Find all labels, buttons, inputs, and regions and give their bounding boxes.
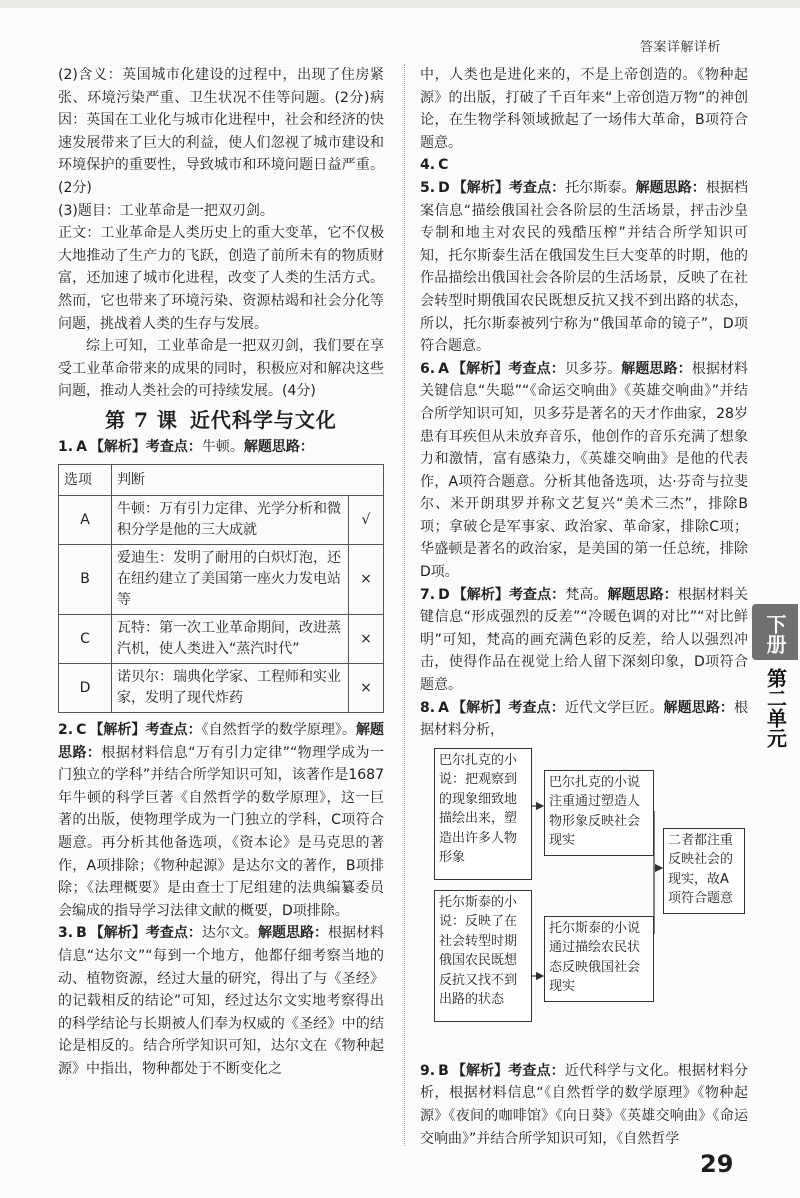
unit-tab <box>752 668 798 748</box>
analysis-tag: 【解析】 <box>451 360 509 377</box>
flow-box-balzac-summary: 巴尔扎克的小说注重通过塑造人物形象反映社会现实 <box>544 770 654 856</box>
column-divider <box>404 64 405 1146</box>
table-cell-result: √ <box>349 496 384 545</box>
explanation: 根据材料信息“达尔文”“每到一个地方，他都仔细考察当地的动、植物资源，经过大量的研究，得出了与《圣经》的记载相反的结论”可知，经过达尔文实地考察得出的科学结论与长期被人们奉为权威的《圣经》中的结论是相反的。结合所学知识可知，达尔文在《物种起源》中指出，物种都处于不断变化之 <box>58 925 385 1077</box>
table-cell-option: A <box>59 496 112 545</box>
answer-letter: B <box>76 925 87 942</box>
lesson-number: 第 7 课 <box>105 407 178 432</box>
question-number: 5. <box>420 179 436 196</box>
answer-letter: A <box>438 360 449 377</box>
key-point: 牛顿。 <box>201 438 244 455</box>
question-number: 4. <box>420 157 436 174</box>
answer-part-3-conclusion: 综上可知，工业革命是一把双刃剑，我们要在享受工业革命带来的成果的同时，积极应对和解决这些问题，推动人类社会的可持续发展。(4分) <box>58 338 384 400</box>
key-point-label: 考查点： <box>509 586 566 603</box>
question-5 <box>420 177 748 358</box>
question-9 <box>420 1060 748 1150</box>
table-cell-text: 瓦特：第一次工业革命期间，改进蒸汽机，使人类进入“蒸汽时代” <box>112 615 349 664</box>
table-row <box>59 496 384 545</box>
explanation: 根据材料分析， <box>420 699 749 739</box>
approach-label: 解题思路： <box>621 360 692 377</box>
key-point-label: 考查点： <box>145 722 202 739</box>
literature-flow-diagram <box>420 746 748 1056</box>
flow-box-tolstoy-summary: 托尔斯泰的小说通过描绘农民状态反映俄国社会现实 <box>544 916 654 1002</box>
table-cell-text: 诺贝尔：瑞典化学家、工程师和实业家，发明了现代炸药 <box>112 664 349 713</box>
unit-text: 第二单元 <box>763 668 788 748</box>
question-4 <box>420 154 748 177</box>
explanation: 根据材料关键信息“失聪”“《命运交响曲》《英雄交响曲》”并结合所学知识可知，贝多芬是著名的天才作曲家，28岁患有耳疾但从未放弃音乐，他创作的音乐充满了想象力和激情，富有感染力，《英雄交响曲》是他的代表作，A项符合题意。分析其他备选项，达·芬奇与拉斐尔、米开朗琪罗并称文艺复兴“美术三杰”，排除B项；拿破仑是军事家、政治家、革命家，排除C项；华盛顿是著名的政治家，是美国的第一任总统，排除D项。 <box>420 360 749 581</box>
flow-box-tolstoy-method: 托尔斯泰的小说：反映了在社会转型时期俄国农民既想反抗又找不到出路的状态 <box>434 890 532 1022</box>
table-header-row <box>59 465 384 496</box>
key-point-label: 考查点： <box>145 438 202 455</box>
question-2 <box>58 719 384 922</box>
question-6 <box>420 358 748 584</box>
question-1 <box>58 436 384 459</box>
table-header-option: 选项 <box>59 465 112 496</box>
table-cell-option: B <box>59 545 112 615</box>
key-point-label: 考查点： <box>508 360 565 377</box>
table-cell-result: × <box>349 664 384 713</box>
answer-letter: D <box>438 179 450 196</box>
question-7 <box>420 584 748 697</box>
table-cell-text: 牛顿：万有引力定律、光学分析和微积分学是他的三大成就 <box>112 496 349 545</box>
volume-text: 下册 <box>763 614 787 654</box>
answer-part-3-title: (3)题目：工业革命是一把双刃剑。 <box>58 202 274 219</box>
explanation: 根据材料关键信息“形成强烈的反差”“冷暖色调的对比”“对比鲜明”可知，梵高的画充满色彩的反差，给人以强烈冲击，使得作品在视觉上给人留下深刻印象，D项符合题意。 <box>420 586 748 694</box>
explanation: 根据材料分析，根据材料信息“《自然哲学的数学原理》《物种起源》《夜间的咖啡馆》《向日葵》《英雄交响曲》《命运交响曲》”并结合所学知识可知，《自然哲学 <box>420 1062 749 1147</box>
answer-letter: C <box>438 157 449 174</box>
answer-letter: B <box>438 1062 449 1079</box>
analysis-tag: 【解析】 <box>451 1062 509 1079</box>
table-cell-option: C <box>59 615 112 664</box>
analysis-tag: 【解析】 <box>89 925 146 942</box>
lesson-name: 近代科学与文化 <box>189 407 337 432</box>
left-column <box>58 64 384 1081</box>
question-number: 8. <box>420 699 436 716</box>
answer-letter: D <box>438 586 450 603</box>
question-3-continued: 中，人类也是进化来的，不是上帝创造的。《物种起源》的出版，打破了千百年来“上帝创造万物”的神创论，在生物学科领域掀起了一场伟大革命，B项符合题意。 <box>420 67 748 151</box>
table-row <box>59 615 384 664</box>
analysis-tag: 【解析】 <box>451 699 509 716</box>
lesson-title <box>58 409 384 432</box>
key-point: 《自然哲学的数学原理》。 <box>201 722 356 739</box>
flow-box-balzac-method: 巴尔扎克的小说：把观察到的现象细致地描绘出来，塑造出许多人物形象 <box>434 748 532 880</box>
approach-label: 解题思路： <box>58 722 385 761</box>
key-point: 近代文学巨匠。 <box>564 699 664 716</box>
answer-part-3-body: 正文：工业革命是人类历史上的重大变革，它不仅极大地推动了生产力的飞跃，创造了前所未有的物质财富，还加速了城市化进程，改变了人类的生活方式。然而，它也带来了环境污染、资源枯竭和社会分化等问题，挑战着人类的生存与发展。 <box>58 225 384 332</box>
answer-letter: A <box>76 438 87 455</box>
question-number: 9. <box>420 1062 436 1079</box>
key-point-label: 考查点： <box>508 699 565 716</box>
question-number: 1. <box>58 438 74 455</box>
question-number: 7. <box>420 586 436 603</box>
key-point-label: 考查点： <box>145 925 202 942</box>
explanation: 根据档案信息“描绘俄国社会各阶层的生活场景，抨击沙皇专制和地主对农民的残酷压榨”并结合所学知识可知，托尔斯泰生活在俄国发生巨大变革的时期，他的作品描绘出俄国社会各阶层的生活场景，反映了在社会转型时期俄国农民既想反抗又找不到出路的状态，所以，托尔斯泰被列宁称为“俄国革命的镜子”，D项符合题意。 <box>420 179 748 355</box>
table-row <box>59 545 384 615</box>
approach-label: 解题思路： <box>663 699 735 716</box>
table-row <box>59 664 384 713</box>
answer-part-2: (2)含义：英国城市化建设的过程中，出现了住房紧张、环境污染严重、卫生状况不佳等问题。(2分)病因：英国在工业化与城市化进程中，社会和经济的快速发展带来了巨大的利益，使人们忽视了城市建设和环境保护的重要性，导致城市和环境问题日益严重。(2分) <box>58 67 384 196</box>
question-8 <box>420 697 748 742</box>
table-cell-result: × <box>349 615 384 664</box>
top-rule <box>0 0 800 8</box>
key-point: 托尔斯泰。 <box>565 179 636 196</box>
question-number: 6. <box>420 360 436 377</box>
analysis-tag: 【解析】 <box>452 179 509 196</box>
key-point: 梵高。 <box>565 586 608 603</box>
table-cell-option: D <box>59 664 112 713</box>
answer-letter: A <box>438 699 449 716</box>
answer-letter: C <box>76 722 87 739</box>
approach-label: 解题思路： <box>243 438 314 455</box>
key-point-label: 考查点： <box>508 1062 565 1079</box>
approach-label: 解题思路： <box>635 179 706 196</box>
question-number: 2. <box>58 722 74 739</box>
option-judgement-table <box>58 464 384 713</box>
key-point: 达尔文。 <box>201 925 258 942</box>
approach-label: 解题思路： <box>607 586 678 603</box>
volume-label <box>752 604 798 654</box>
question-number: 3. <box>58 925 74 942</box>
key-point: 贝多芬。 <box>564 360 622 377</box>
flow-box-conclusion: 二者都注重反映社会的现实，故A项符合题意 <box>663 828 745 914</box>
right-column <box>420 64 748 1150</box>
key-point-label: 考查点： <box>509 179 566 196</box>
explanation: 根据材料信息“万有引力定律”“物理学成为一门独立的学科”并结合所学知识可知，该著作是1687年牛顿的科学巨著《自然哲学的数学原理》，这一巨著的出版，使物理学成为一门独立的学科，C项符合题意。再分析其他备选项，《资本论》是马克思的著作，A项排除；《物种起源》是达尔文的著作，B项排除；《法理概要》是由查士丁尼组建的法典编纂委员会编成的指导学习法律文献的概要，D项排除。 <box>58 744 385 919</box>
key-point: 近代科学与文化。 <box>564 1062 678 1079</box>
page-number: 29 <box>700 1150 734 1178</box>
running-head: 答案详解详析 <box>640 40 722 55</box>
table-cell-text: 爱迪生：发明了耐用的白炽灯泡，还在纽约建立了美国第一座火力发电站等 <box>112 545 349 615</box>
analysis-tag: 【解析】 <box>89 722 146 739</box>
approach-label: 解题思路： <box>257 925 329 942</box>
question-3 <box>58 922 384 1080</box>
analysis-tag: 【解析】 <box>452 586 509 603</box>
table-cell-result: × <box>349 545 384 615</box>
table-header-judgement: 判断 <box>112 465 384 496</box>
volume-tab <box>752 604 798 660</box>
analysis-tag: 【解析】 <box>89 438 146 455</box>
